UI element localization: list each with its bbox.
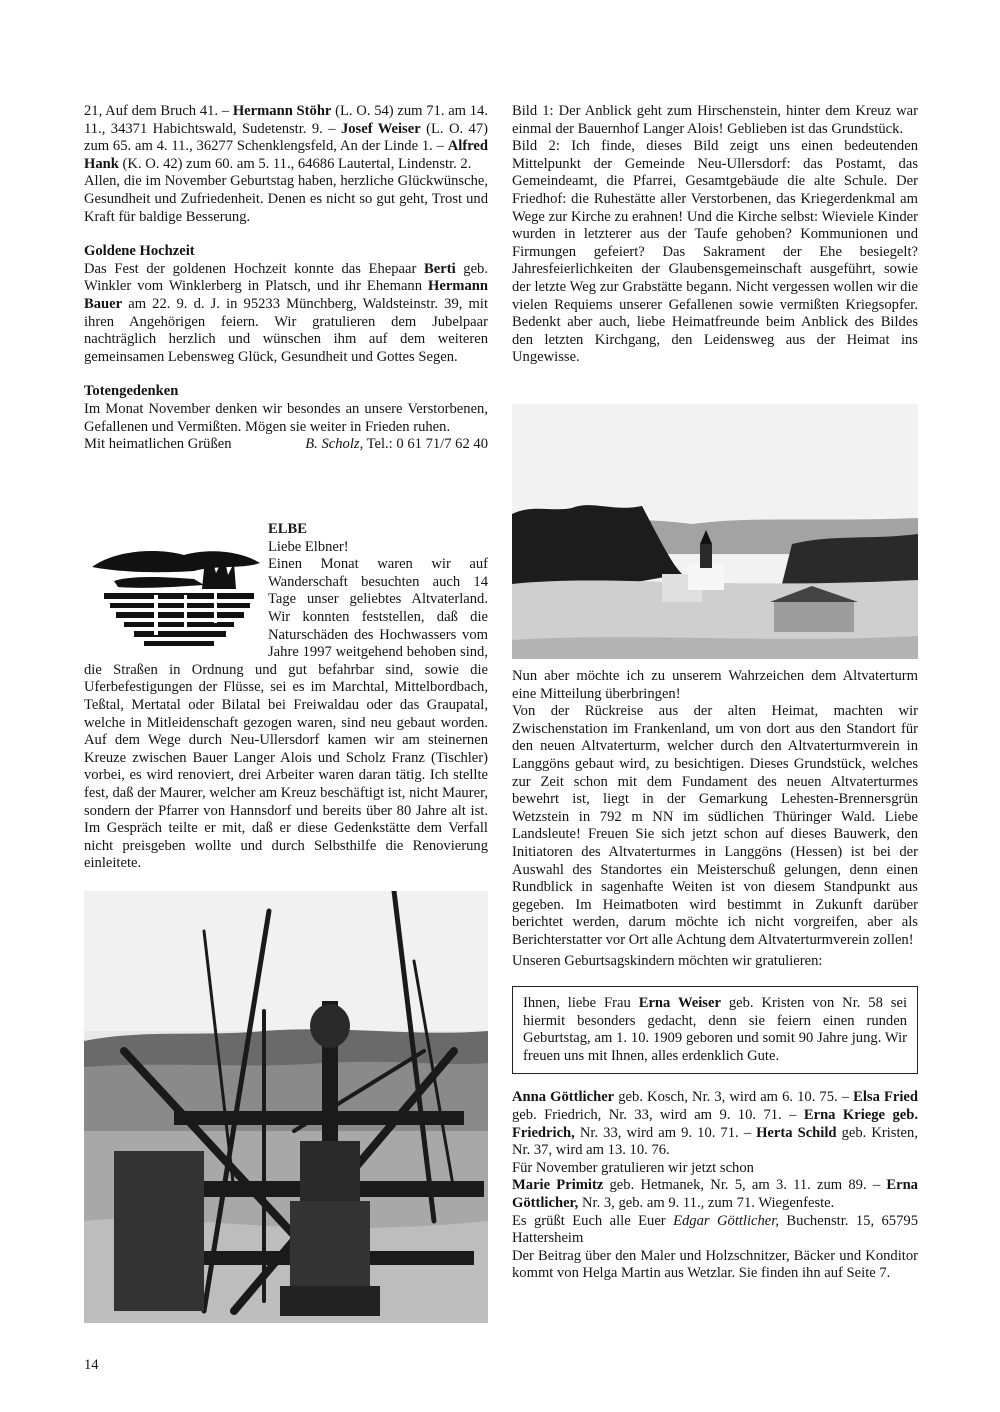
- november-birthday-list: Marie Primitz geb. Hetmanek, Nr. 5, am 3. 11. zum 89. – Erna Göttlicher, Nr. 3, geb. am 9. 11., zum 71. Wiegenfeste.: [512, 1177, 918, 1212]
- author-goettlicher: Edgar Göttlicher,: [673, 1212, 779, 1229]
- golden-wedding-heading: Goldene Hochzeit: [84, 243, 195, 260]
- caption-bild-1: Bild 1: Der Anblick geht zum Hirschenstein, hinter dem Kreuz war einmal der Bauernhof Langer Alois! Geblieben ist das Grundstück.: [512, 103, 918, 137]
- elbe-heading: ELBE: [268, 521, 307, 537]
- birthday-intro: Unseren Geburtsagskindern möchten wir gratulieren:: [512, 952, 823, 969]
- elbe-salutation: Liebe Elbner!: [268, 538, 349, 555]
- november-intro: Für November gratulieren wir jetzt schon: [512, 1159, 754, 1176]
- left-column-top: [84, 103, 488, 454]
- caption-bild-2: Bild 2: Ich finde, dieses Bild zeigt uns einen bedeutenden Mittelpunkt der Gemeinde Neu-Ullersdorf: das Postamt, das Gemeindeamt, die Pfarrei, Gesamtgebäude die alte Schule. Der Friedhof: die Ruhestätte aller Verstorbenen, das Kriegerdenkmal am Wege zur Kirche zu erahnen! Und die Kirche selbst: Wieviele Kinder wurden in letzterer aus der Taufe gehoben? Kommunionen und Firmungen gefeiert? Das Sakrament der Ehe besiegelt? Jahresfeierlichkeiten der Glaubensgemeinschaft ausgeführt, sowie der letzte Weg zur Grabstätte begann. Nicht vergessen wollen wir die vielen Requiems unserer Gefallenen sowie vermißten Kriegsopfer. Bedenkt aber auch, liebe Heimatfreunde beim Anblick des Bildes den letzten Kirchgang, den Leidensweg aus der Heimat ins Ungewisse.: [512, 138, 918, 366]
- memorial-signature: Mit heimatlichen Grüßen B. Scholz, Tel.: 0 61 71/7 62 40: [84, 436, 488, 453]
- memorial-text: Im Monat November denken wir besondes an unsere Verstorbenen, Gefallenen und Vermißten. Mögen sie weiter in Frieden ruhen.: [84, 400, 488, 435]
- birthday-list-continued: 21, Auf dem Bruch 41. – Hermann Stöhr (L. O. 54) zum 71. am 14. 11., 34371 Habichtswald, Sudetenstr. 9. – Josef Weiser (L. O. 47) zum 65. am 4. 11., 36277 Schenklengsfeld, An der Linde 1. – Alfred Hank (K. O. 42) zum 60. am 5. 11., 64686 Lautertal, Lindenstr. 2.: [84, 103, 489, 172]
- name-hermann-stoehr: Hermann Stöhr: [232, 103, 332, 119]
- name-erna-weiser: Erna Weiser: [638, 995, 721, 1012]
- elbe-landscape-logo: [84, 529, 264, 659]
- signoff: Es grüßt Euch alle Euer Edgar Göttlicher, Buchenstr. 15, 65795 Hattersheim: [512, 1212, 918, 1247]
- elbe-text: Einen Monat waren wir auf Wanderschaft besuchten auch 14 Tage unser geliebtes Altvaterland. Wir konnten feststellen, daß die Naturschäden des Hochwassers vom Jahre 1997 weitgehend behoben sind, die Straßen in Ordnung und gut befahrbar sind, sowie die Uferbefestigungen der Flüsse, sei es im Marchtal, Mittelbordbach, Teßtal, Mertatal oder Bilatal bei Freiwaldau oder das Graupatal, welche in Mitleidenschaft gezogen waren, sind neu gebaut worden. Auf dem Wege durch Neu-Ullersdorf kamen wir am steinernen Kreuze zwischen Bauer Langer Alois und Scholz Franz (Tischler) vorbei, es wird renoviert, drei Arbeiter waren daran tätig. Ich stellte fest, daß der Maurer, welcher am Kreuz beschäftigt ist, nicht Maurer, sondern der Pfarrer von Hannsdorf und bereits über 80 Jahre alt ist. Im Gespräch teilte er mit, daß er diese Gedenkstätte dem Verfall nicht preisgeben wollte und durch Selbsthilfe die Renovierung einleitete.: [84, 556, 488, 872]
- right-column-bottom: [512, 668, 918, 1283]
- memorial-heading: Totengedenken: [84, 383, 179, 400]
- name-josef-weiser: Josef Weiser: [340, 120, 421, 137]
- photo-church-landscape: [512, 404, 918, 659]
- author-scholz: B. Scholz,: [305, 436, 364, 453]
- birthday-wishes: Allen, die im November Geburtstag haben, herzliche Glückwünsche, Gesundheit und Zufriedenheit. Denen es nicht so gut geht, Trost und Kraft für baldige Besserung.: [84, 173, 488, 225]
- photo-cross-scaffolding: [84, 891, 488, 1323]
- page-number: 14: [84, 1357, 99, 1373]
- october-birthday-list: Anna Göttlicher geb. Kosch, Nr. 3, wird am 6. 10. 75. – Elsa Fried geb. Friedrich, Nr. 33, wird am 9. 10. 71. – Erna Kriege geb. Friedrich, Nr. 33, wird am 9. 10. 71. – Herta Schild geb. Kristen, Nr. 37, wird am 13. 10. 76.: [512, 1089, 918, 1159]
- helga-martin-note: Der Beitrag über den Maler und Holzschnitzer, Bäcker und Konditor kommt von Helga Martin aus Wetzlar. Sie finden ihn auf Seite 7.: [512, 1247, 918, 1282]
- golden-wedding-text: Das Fest der goldenen Hochzeit konnte das Ehepaar Berti geb. Winkler vom Winklerberg in Platsch, und ihr Ehemann Hermann Bauer am 22. 9. d. J. in 95233 Münchberg, Waldsteinstr. 39, mit ihren Angehörigen feiern. Wir gratulieren dem Jubelpaar nachträglich herzlich und wünschen ihm auf dem weiteren gemeinsamen Lebensweg Glück, Gesundheit und Gottes Segen.: [84, 260, 488, 365]
- name-alfred-hank: Alfred Hank: [84, 138, 488, 172]
- right-column-captions: [512, 103, 918, 367]
- tower-text: Von der Rückreise aus der alten Heimat, machten wir Zwischenstation im Frankenland, um von dort aus den Standort für den neuen Altvaterturm, welcher durch den Altvaterturmverein in Langgöns gebaut wird, zu besichtigen. Dieses Grundstück, welches zur Zeit schon mit dem Fundament des neuen Altvaterturmes bewehrt ist, liegt in der Gemarkung Lehesten-Brennersgrün Wetzstein in 792 m NN im südlichen Thüringer Wald. Liebe Landsleute! Freuen Sie sich jetzt schon auf dieses Bauwerk, den Initiatoren des Altvaterturmes in Langgöns (Hessen) ist bei der Auswahl des Standortes ein Meisterschuß gelungen, denn einen Rundblick in sagenhafte Weiten ist von diesem Standpunkt aus gegeben. Im Heimatboten wird bestimmt in Zukunft darüber berichtet werden, darum möchte ich nicht vorgreifen, aber als Berichterstatter vor Ort alle Achtung dem Altvaterturmverein zollen!: [512, 703, 918, 948]
- tower-intro: Nun aber möchte ich zu unserem Wahrzeichen dem Altvaterturm eine Mitteilung überbringen!: [512, 668, 918, 702]
- elbe-section: [84, 521, 488, 873]
- erna-weiser-birthday-box: Ihnen, liebe Frau Erna Weiser geb. Kristen von Nr. 58 sei hiermit besonders gedacht, denn sie feiern einen runden Geburtstag, am 1. 10. 1909 geboren und somit 90 Jahre jung. Wir freuen uns mit Ihnen, alles erdenklich Gute.: [512, 986, 918, 1074]
